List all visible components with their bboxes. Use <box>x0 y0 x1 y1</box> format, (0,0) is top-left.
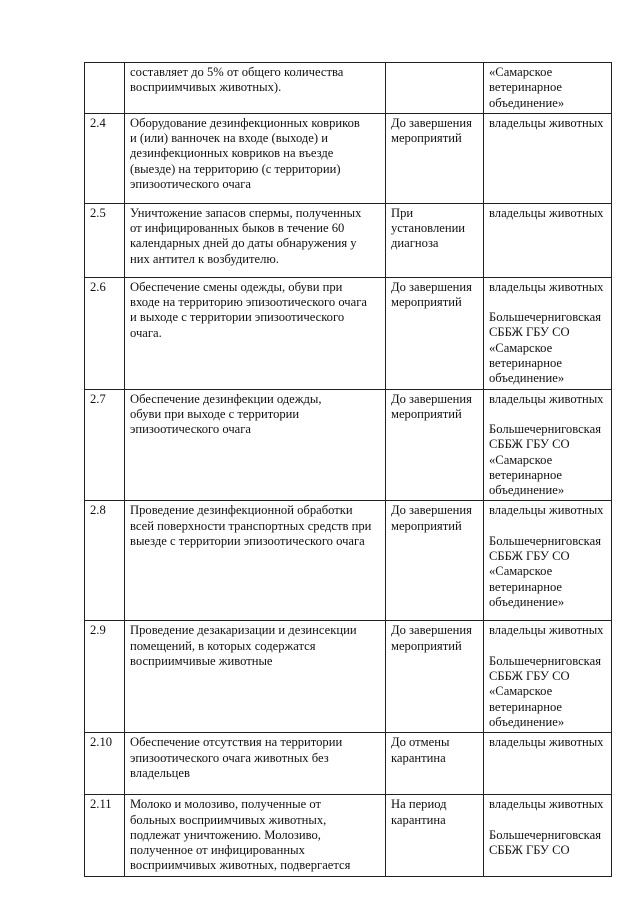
term-text: До завершения мероприятий <box>386 501 484 621</box>
term-text: До завершения мероприятий <box>386 621 484 733</box>
responsible-owner: владельцы животных <box>489 797 604 812</box>
responsible-cell <box>484 795 612 876</box>
row-number: 2.6 <box>85 277 125 389</box>
table-row <box>85 389 612 501</box>
measure-text: Проведение дезинфекционной обработки всей поверхности транспортных средств при выезде с территории эпизоотического очага <box>125 501 386 621</box>
responsible-org: Большечерниговская СББЖ ГБУ СО «Самарское ветеринарное объединение» <box>489 421 601 498</box>
responsible-owner: владельцы животных <box>489 735 604 750</box>
table-row <box>85 795 612 876</box>
term-text: До завершения мероприятий <box>386 277 484 389</box>
table-row <box>85 277 612 389</box>
responsible-org: Большечерниговская СББЖ ГБУ СО «Самарское ветеринарное объединение» <box>489 310 601 386</box>
responsible-cell <box>484 277 612 389</box>
row-number: 2.5 <box>85 203 125 277</box>
measure-text: составляет до 5% от общего количества восприимчивых животных). <box>125 63 386 114</box>
responsible-org: Большечерниговская СББЖ ГБУ СО <box>489 827 601 857</box>
measure-text: Проведение дезакаризации и дезинсекции помещений, в которых содержатся восприимчивые животные <box>125 621 386 733</box>
responsible-cell <box>484 63 612 114</box>
measure-text: Оборудование дезинфекционных ковриков и (или) ванночек на входе (выходе) и дезинфекционных ковриков на въезде (выезде) на территорию (с территории) эпизоотического очага <box>125 113 386 203</box>
row-number: 2.10 <box>85 733 125 795</box>
responsible-owner: владельцы животных <box>489 503 604 518</box>
responsible-cell <box>484 733 612 795</box>
measures-table <box>84 62 612 877</box>
table-row <box>85 203 612 277</box>
responsible-owner: владельцы животных <box>489 391 604 406</box>
term-text: До завершения мероприятий <box>386 389 484 501</box>
measure-text: Обеспечение отсутствия на территории эпизоотического очага животных без владельцев <box>125 733 386 795</box>
responsible-org: «Самарское ветеринарное объединение» <box>489 65 565 110</box>
row-number: 2.8 <box>85 501 125 621</box>
responsible-owner: владельцы животных <box>489 205 604 220</box>
responsible-org: Большечерниговская СББЖ ГБУ СО «Самарское ветеринарное объединение» <box>489 533 601 609</box>
responsible-org: Большечерниговская СББЖ ГБУ СО «Самарское ветеринарное объединение» <box>489 653 601 729</box>
term-text <box>386 63 484 114</box>
responsible-owner: владельцы животных <box>489 115 604 130</box>
row-number: 2.7 <box>85 389 125 501</box>
term-text: До завершения мероприятий <box>386 113 484 203</box>
table-row <box>85 733 612 795</box>
term-text: На период карантина <box>386 795 484 876</box>
term-text: При установлении диагноза <box>386 203 484 277</box>
row-number <box>85 63 125 114</box>
measure-text: Обеспечение смены одежды, обуви при входе на территорию эпизоотического очага и выходе с территории эпизоотического очага. <box>125 277 386 389</box>
table-row <box>85 113 612 203</box>
row-number: 2.11 <box>85 795 125 876</box>
table-row <box>85 621 612 733</box>
responsible-cell <box>484 389 612 501</box>
table-row <box>85 501 612 621</box>
responsible-owner: владельцы животных <box>489 279 604 294</box>
responsible-cell <box>484 113 612 203</box>
responsible-cell <box>484 621 612 733</box>
measure-text: Обеспечение дезинфекции одежды, обуви при выходе с территории эпизоотического очага <box>125 389 386 501</box>
row-number: 2.9 <box>85 621 125 733</box>
term-text: До отмены карантина <box>386 733 484 795</box>
responsible-cell <box>484 501 612 621</box>
responsible-cell <box>484 203 612 277</box>
measure-text: Молоко и молозиво, полученные от больных восприимчивых животных, подлежат уничтожению. Молозиво, полученное от инфицированных восприимчивых животных, подвергается <box>125 795 386 876</box>
table-row <box>85 63 612 114</box>
responsible-owner: владельцы животных <box>489 623 604 638</box>
row-number: 2.4 <box>85 113 125 203</box>
measure-text: Уничтожение запасов спермы, полученных от инфицированных быков в течение 60 календарных дней до даты обнаружения у них антител к возбудителю. <box>125 203 386 277</box>
